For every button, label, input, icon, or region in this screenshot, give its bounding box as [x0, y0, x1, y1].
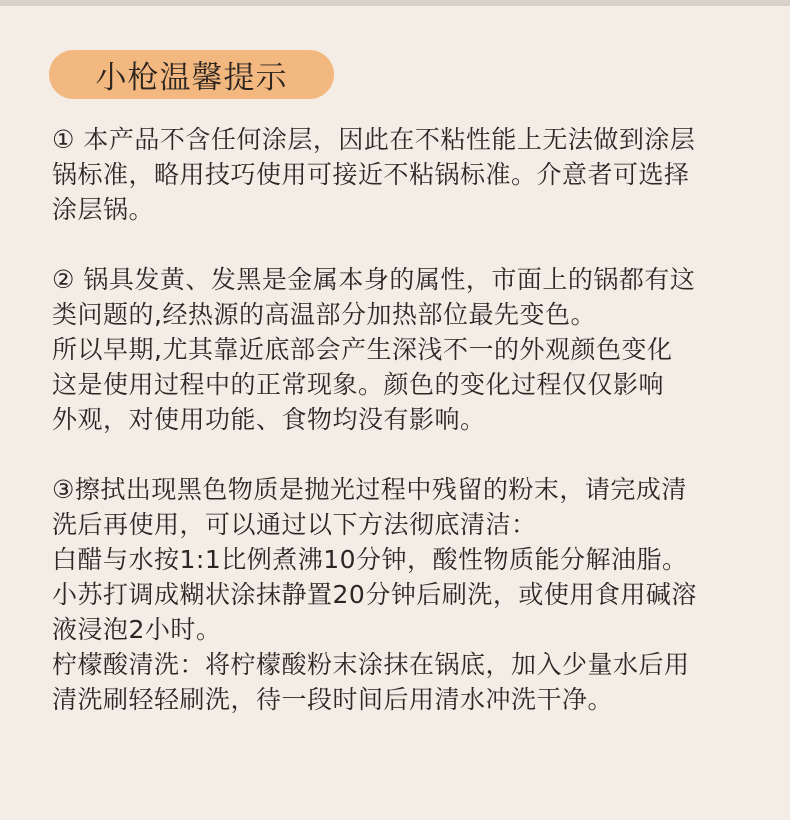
tip-line: ③擦拭出现黑色物质是抛光过程中残留的粉末，请完成清 — [52, 475, 687, 504]
tip-line: 液浸泡2小时。 — [52, 615, 222, 644]
tip-line: ② 锅具发黄、发黑是金属本身的属性，市面上的锅都有这 — [52, 265, 696, 294]
tip-line: 白醋与水按1:1比例煮沸10分钟，酸性物质能分解油脂。 — [52, 545, 688, 574]
tips-content — [52, 122, 762, 752]
tip-line: 所以早期,尤其靠近底部会产生深浅不一的外观颜色变化 — [52, 335, 673, 364]
tip-line: 外观，对使用功能、食物均没有影响。 — [52, 405, 486, 434]
tip-line: 柠檬酸清洗：将柠檬酸粉末涂抹在锅底，加入少量水后用 — [52, 650, 690, 679]
tip-line: 类问题的,经热源的高温部分加热部位最先变色。 — [52, 300, 596, 329]
tip-line: 洗后再使用，可以通过以下方法彻底清洁： — [52, 510, 537, 539]
top-divider-strip — [0, 0, 790, 6]
tip-line: ① 本产品不含任何涂层，因此在不粘性能上无法做到涂层 — [52, 125, 696, 154]
tip-paragraph-2 — [52, 262, 762, 437]
tip-line: 锅标准，略用技巧使用可接近不粘锅标准。介意者可选择 — [52, 160, 690, 189]
tip-line: 涂层锅。 — [52, 195, 155, 224]
title-badge — [49, 50, 334, 99]
page-title: 小枪温馨提示 — [95, 60, 288, 96]
tip-paragraph-3 — [52, 472, 762, 717]
tip-paragraph-1 — [52, 122, 762, 227]
tip-line: 小苏打调成糊状涂抹静置20分钟后刷洗，或使用食用碱溶 — [52, 580, 697, 609]
tip-line: 这是使用过程中的正常现象。颜色的变化过程仅仅影响 — [52, 370, 665, 399]
tip-line: 清洗刷轻轻刷洗，待一段时间后用清水冲洗干净。 — [52, 685, 614, 714]
